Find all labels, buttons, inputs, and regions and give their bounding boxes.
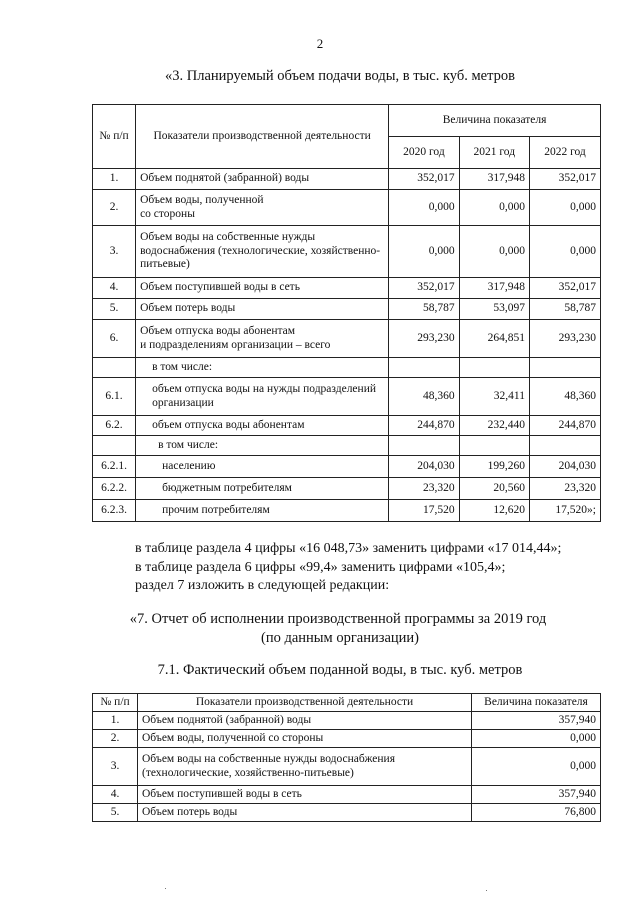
row-number: 6.2.1. (93, 456, 136, 478)
table-row (93, 416, 601, 436)
row-value: 204,030 (529, 456, 600, 478)
row-indicator: бюджетным потребителям (136, 478, 389, 500)
scan-speck (486, 890, 487, 891)
row-indicator: прочим потребителям (136, 500, 389, 522)
row-indicator: населению (136, 456, 389, 478)
row-value: 293,230 (529, 320, 600, 358)
row-indicator: Объем потерь воды (136, 299, 389, 320)
row-value: 20,560 (459, 478, 529, 500)
table-row (93, 786, 601, 804)
row-value: 0,000 (529, 226, 600, 278)
row-indicator: Объем воды на собственные нужды водоснабжения (технологические, хозяйственно-питьевые) (138, 748, 472, 786)
row-value: 244,870 (389, 416, 459, 436)
table-row (93, 500, 601, 522)
table-row (93, 320, 601, 358)
row-value: 0,000 (389, 190, 459, 226)
row-value: 48,360 (529, 378, 600, 416)
row-value: 264,851 (459, 320, 529, 358)
row-value: 58,787 (529, 299, 600, 320)
table-row (93, 299, 601, 320)
table-row (93, 358, 601, 378)
row-value: 0,000 (459, 226, 529, 278)
table-row (93, 190, 601, 226)
column-header-indicator: Показатели производственной деятельности (138, 694, 472, 712)
row-value (529, 358, 600, 378)
planned-water-volume-table (92, 104, 601, 522)
row-value: 0,000 (472, 730, 601, 748)
row-number: 6. (93, 320, 136, 358)
amendment-line: раздел 7 изложить в следующей редакции: (135, 578, 390, 593)
column-header-number: № п/п (93, 105, 136, 169)
row-value: 352,017 (389, 169, 459, 190)
row-value: 199,260 (459, 456, 529, 478)
row-number: 1. (93, 712, 138, 730)
table-row (93, 378, 601, 416)
section-3-title: «3. Планируемый объем подачи воды, в тыс. куб. метров (165, 68, 515, 84)
row-indicator: Объем воды, полученной со стороны (138, 730, 472, 748)
table-row (93, 226, 601, 278)
row-indicator: Объем поступившей воды в сеть (136, 278, 389, 299)
row-value: 317,948 (459, 278, 529, 299)
row-value: 0,000 (459, 190, 529, 226)
column-header-year: 2020 год (389, 137, 459, 169)
row-value: 204,030 (389, 456, 459, 478)
row-number: 5. (93, 299, 136, 320)
section-7-subtitle: (по данным организации) (260, 630, 419, 646)
column-header-value: Величина показателя (472, 694, 601, 712)
section-7-title: «7. Отчет об исполнении производственной программы за 2019 год (129, 611, 547, 627)
row-value: 17,520 (389, 500, 459, 522)
row-value: 76,800 (472, 804, 601, 822)
table-row (93, 748, 601, 786)
table-row (93, 278, 601, 299)
table-row (93, 730, 601, 748)
row-number: 6.1. (93, 378, 136, 416)
row-indicator: Объем поднятой (забранной) воды (136, 169, 389, 190)
row-value: 317,948 (459, 169, 529, 190)
row-value (389, 436, 459, 456)
row-indicator: объем отпуска воды на нужды подразделений организации (136, 378, 389, 416)
row-indicator: Объем поднятой (забранной) воды (138, 712, 472, 730)
row-value (529, 436, 600, 456)
row-indicator: Объем потерь воды (138, 804, 472, 822)
scan-speck (165, 888, 166, 889)
row-value: 32,411 (459, 378, 529, 416)
table-row (93, 436, 601, 456)
row-value: 23,320 (529, 478, 600, 500)
row-value (389, 358, 459, 378)
actual-water-volume-table (92, 693, 601, 822)
row-indicator: Объем воды на собственные нужды водоснабжения (технологические, хозяйственно-питьевые) (136, 226, 389, 278)
row-value: 48,360 (389, 378, 459, 416)
row-value: 58,787 (389, 299, 459, 320)
row-value (459, 436, 529, 456)
row-number: 2. (93, 730, 138, 748)
row-indicator: Объем воды, полученной со стороны (136, 190, 389, 226)
row-value: 23,320 (389, 478, 459, 500)
column-header-value-group: Величина показателя (389, 105, 601, 137)
amendment-line: в таблице раздела 4 цифры «16 048,73» заменить цифрами «17 014,44»; (135, 541, 562, 556)
row-number: 6.2.2. (93, 478, 136, 500)
table-row (93, 456, 601, 478)
amendment-line: в таблице раздела 6 цифры «99,4» заменить цифрами «105,4»; (135, 560, 506, 575)
row-value: 53,097 (459, 299, 529, 320)
row-value: 357,940 (472, 786, 601, 804)
row-indicator: Объем поступившей воды в сеть (138, 786, 472, 804)
section-7-1-title: 7.1. Фактический объем поданной воды, в тыс. куб. метров (157, 662, 523, 678)
row-number (93, 358, 136, 378)
row-value: 232,440 (459, 416, 529, 436)
row-value: 244,870 (529, 416, 600, 436)
row-value: 12,620 (459, 500, 529, 522)
row-value: 0,000 (472, 748, 601, 786)
table-row (93, 478, 601, 500)
row-value: 352,017 (529, 278, 600, 299)
column-header-number: № п/п (93, 694, 138, 712)
row-number: 4. (93, 278, 136, 299)
row-number: 1. (93, 169, 136, 190)
row-number: 4. (93, 786, 138, 804)
row-value: 17,520»; (529, 500, 600, 522)
row-indicator: Объем отпуска воды абонентам и подразделениям организации – всего (136, 320, 389, 358)
row-value (459, 358, 529, 378)
row-value: 0,000 (389, 226, 459, 278)
row-value: 293,230 (389, 320, 459, 358)
table-row (93, 169, 601, 190)
table-row (93, 804, 601, 822)
column-header-year: 2022 год (529, 137, 600, 169)
column-header-year: 2021 год (459, 137, 529, 169)
row-value: 357,940 (472, 712, 601, 730)
row-indicator: объем отпуска воды абонентам (136, 416, 389, 436)
row-indicator: в том числе: (136, 358, 389, 378)
column-header-indicator: Показатели производственной деятельности (136, 105, 389, 169)
row-number: 6.2. (93, 416, 136, 436)
table-row (93, 712, 601, 730)
row-value: 352,017 (389, 278, 459, 299)
row-number: 2. (93, 190, 136, 226)
row-indicator: в том числе: (136, 436, 389, 456)
row-number (93, 436, 136, 456)
row-value: 0,000 (529, 190, 600, 226)
row-value: 352,017 (529, 169, 600, 190)
row-number: 3. (93, 226, 136, 278)
row-number: 6.2.3. (93, 500, 136, 522)
row-number: 5. (93, 804, 138, 822)
page-number: 2 (316, 36, 324, 51)
row-number: 3. (93, 748, 138, 786)
